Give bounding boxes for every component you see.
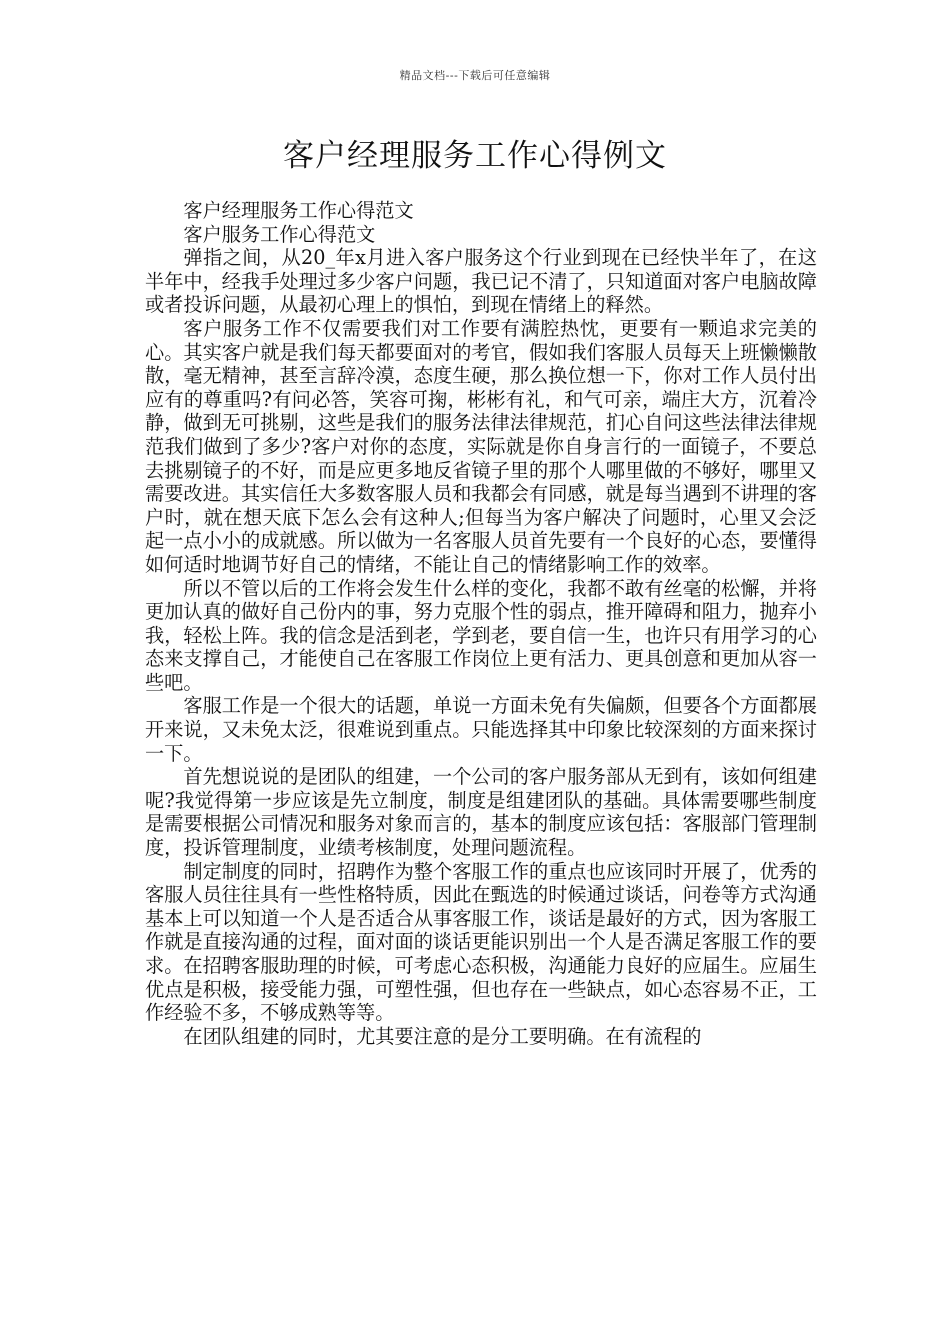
- body-paragraph: 客户服务工作不仅需要我们对工作要有满腔热忱，更要有一颗追求完美的心。其实客户就是我们每天都要面对的考官，假如我们客服人员每天上班懒懒散散，毫无精神，甚至言辞冷漠，态度生硬，那么换位想一下，你对工作人员付出应有的尊重吗?有问必答，笑容可掬，彬彬有礼，和气可亲，端庄大方，沉着冷静，做到无可挑剔，这些是我们的服务法律法律规范，扪心自问这些法律法律规范我们做到了多少?客户对你的态度，实际就是你自身言行的一面镜子，不要总去挑剔镜子的不好，而是应更多地反省镜子里的那个人哪里做的不够好，哪里又需要改进。其实信任大多数客服人员和我都会有同感，就是每当遇到不讲理的客户时，就在想天底下怎么会有这种人;但每当为客户解决了问题时，心里又会泛起一点小小的成就感。所以做为一名客服人员首先要有一个良好的心态，要懂得如何适时地调节好自己的情绪，不能让自己的情绪影响工作的效率。: [145, 316, 817, 576]
- body-paragraph: 在团队组建的同时，尤其要注意的是分工要明确。在有流程的: [183, 1024, 702, 1048]
- body-paragraph: 客服工作是一个很大的话题，单说一方面未免有失偏颇，但要各个方面都展开来说，又未免太泛，很难说到重点。只能选择其中印象比较深刻的方面来探讨一下。: [145, 694, 817, 765]
- body-paragraph: 所以不管以后的工作将会发生什么样的变化，我都不敢有丝毫的松懈，并将更加认真的做好自己份内的事，努力克服个性的弱点，推开障碍和阻力，抛弃小我，轻松上阵。我的信念是活到老，学到老，要自信一生，也许只有用学习的心态来支撑自己，才能使自己在客服工作岗位上更有活力、更具创意和更加从容一些吧。: [145, 576, 817, 694]
- header-note: 精品文档---下载后可任意编辑: [399, 69, 551, 82]
- body-paragraph: 首先想说说的是团队的组建，一个公司的客户服务部从无到有，该如何组建呢?我觉得第一步应该是先立制度，制度是组建团队的基础。具体需要哪些制度是需要根据公司情况和服务对象而言的，基本的制度应该包括：客服部门管理制度，投诉管理制度，业绩考核制度，处理问题流程。: [145, 765, 817, 860]
- body-paragraph: 弹指之间，从20_年x月进入客户服务这个行业到现在已经快半年了，在这半年中，经我手处理过多少客户问题，我已记不清了，只知道面对客户电脑故障或者投诉问题，从最初心理上的惧怕，到现在情绪上的释然。: [145, 246, 817, 317]
- subtitle-paragraph: 客户服务工作心得范文: [183, 222, 376, 246]
- document-title: 客户经理服务工作心得例文: [283, 138, 667, 174]
- document-body: [145, 199, 817, 1048]
- subtitle-paragraph: 客户经理服务工作心得范文: [183, 199, 414, 222]
- body-paragraph: 制定制度的同时，招聘作为整个客服工作的重点也应该同时开展了，优秀的客服人员往往具有一些性格特质，因此在甄选的时候通过谈话，问卷等方式沟通基本上可以知道一个人是否适合从事客服工作，谈话是最好的方式，因为客服工作就是直接沟通的过程，面对面的谈话更能识别出一个人是否满足客服工作的要求。在招聘客服助理的时候，可考虑心态积极，沟通能力良好的应届生。应届生优点是积极，接受能力强，可塑性强，但也存在一些缺点，如心态容易不正，工作经验不多，不够成熟等等。: [145, 859, 817, 1025]
